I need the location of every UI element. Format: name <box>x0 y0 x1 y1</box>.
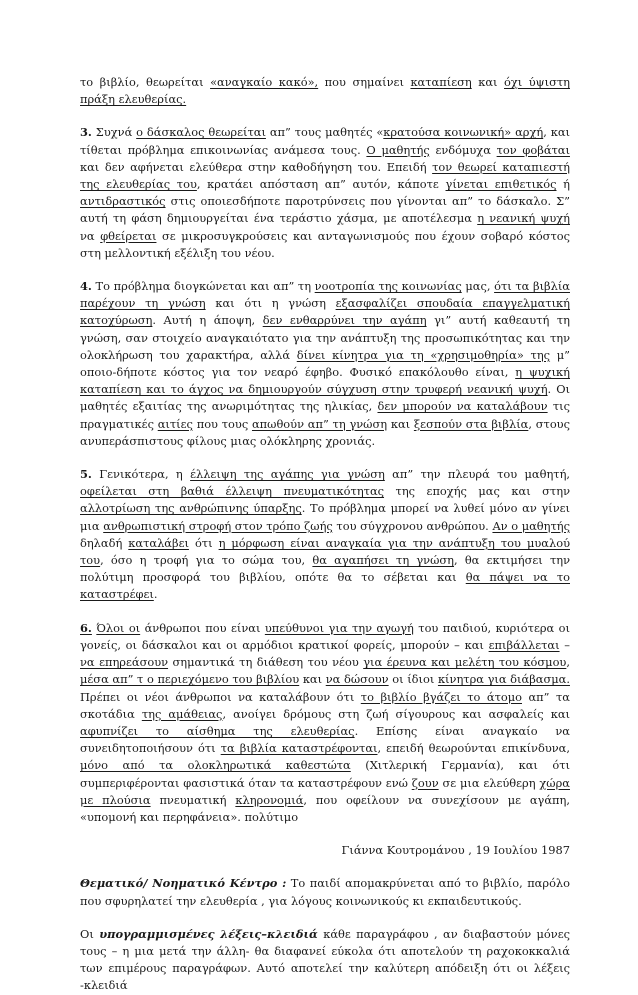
underlined-phrase: Ο μαθητής <box>366 142 430 157</box>
keywords-term: υπογραμμισμένες λέξεις–κλειδιά <box>99 926 318 941</box>
underlined-phrase: κρατούσα κοινωνική» αρχή <box>383 125 544 140</box>
underlined-phrase: ότι τα βιβλία παρέχουν τη γνώση <box>80 279 570 311</box>
underlined-phrase: Όλοι οι <box>96 620 141 635</box>
underlined-phrase: η μόρφωση είναι αναγκαία για την ανάπτυξη του μυαλού του <box>80 535 570 568</box>
paragraph-6: 6. Όλοι οι άνθρωποι που είναι υπεύθυνοι για την αγωγή του παιδιού, κυριότερα οι γονείς, οι δάσκαλοι και οι αρμόδιοι κρατικοί φορείς, μπορούν – και επιβάλλεται – να επηρεάσουν σημαντικά τη διάθεση του νέου για έρευνα και μελέτη του κόσμου, μέσα απ” τ ο περιεχόμενο του βιβλίου και να δώσουν οι ίδιοι κίνητρα για διάβασμα. Πρέπει οι νέοι άνθρωποι να καταλάβουν ότι το βιβλίο βγάζει το άτομο απ” τα σκοτάδια της αμάθειας, ανοίγει δρόμους στη ζωή σίγουρους και ασφαλείς και αφυπνίζει το αίσθημα της ελευθερίας. Επίσης είναι αναγκαίο να συνειδητοποιήσουν ότι τα βιβλία καταστρέφονται, επειδή θεωρούνται επικίνδυνα, μόνο από τα ολοκληρωτικά καθεστώτα (Χιτλερική Γερμανία), και ότι συμπεριφέρονται φασιστικά όταν τα καταστρέφουν ενώ ζουν σε μια ελεύθερη χώρα με πλούσια πνευματική κληρονομιά, που οφείλουν να συνεχίσουν με αγάπη, «υπομονή και περηφάνεια». πολύτιμο <box>80 620 571 824</box>
underlined-phrase: απωθούν απ” τη γνώση <box>251 416 388 431</box>
underlined-phrase: μόνο από τα ολοκληρωτικά καθεστώτα <box>80 758 351 773</box>
underlined-phrase: το βιβλίο βγάζει το άτομο <box>360 689 522 704</box>
paragraph-4: 4. Το πρόβλημα διογκώνεται και απ” τη νοοτροπία της κοινωνίας μας, ότι τα βιβλία παρέχουν τη γνώση και ότι η γνώση εξασφαλίζει σπουδαία επαγγελματική κατοχύρωση. Αυτή η άποψη, δεν ενθαρρύνει την αγάπη γι” αυτή καθεαυτή τη γνώση, σαν στοιχείο αναγκαιότατο για την ανάπτυξη της προσωπικότητας και την ολοκλήρωση του χαρακτήρα, αλλά δίνει κίνητρα για τη «χρησιμοθηρία» της μ” οποιο-δήποτε κόστος για τον νεαρό έφηβο. Φυσικό επακόλουθο είναι, η ψυχική καταπίεση και το άγχος να δημιουργούν σύγχυση στην τρυφερή νεανική ψυχή. Οι μαθητές εξαιτίας της ανωριμότητας της ηλικίας, δεν μπορούν να καταλάβουν τις πραγματικές αιτίες που τους απωθούν απ” τη γνώση και ξεσπούν στα βιβλία, στους ανυπεράσπιστους φίλους μιας ολόκληρης χρονιάς. <box>80 279 571 448</box>
thematic-center-label: Θεματικό/ Νοηματικό Κέντρο : <box>80 876 287 891</box>
underlined-phrase: «αναγκαίο κακό», <box>210 75 319 89</box>
underlined-phrase: όχι ύψιστη πράξη ελευθερίας. <box>80 75 570 107</box>
underlined-phrase: κίνητρα για διάβασμα. <box>437 672 570 687</box>
underlined-phrase: ο δάσκαλος θεωρείται <box>136 125 266 140</box>
paragraph-number: 5. <box>80 467 92 482</box>
thematic-center-paragraph: Θεματικό/ Νοηματικό Κέντρο : Το παιδί απομακρύνεται από το βιβλίο, παρόλο που σφυρηλατεί την ελευθερία , για λόγους κοινωνικούς κι εκπαιδευτικούς. <box>80 876 571 908</box>
underlined-phrase: νοοτροπία της κοινωνίας <box>314 279 462 294</box>
underlined-phrase: δίνει κίνητρα για τη «χρησιμοθηρία» της <box>296 347 551 362</box>
underlined-phrase: Αν ο μαθητής <box>492 518 570 533</box>
underlined-phrase: χώρα με πλούσια <box>80 775 570 807</box>
paragraph-5: 5. Γενικότερα, η έλλειψη της αγάπης για γνώση απ” την πλευρά του μαθητή, οφείλεται στη βαθιά έλλειψη πνευματικότητας της εποχής μας και στην αλλοτρίωση της ανθρώπινης ύπαρξης. Το πρόβλημα μπορεί να λυθεί μόνο αν γίνει μια ανθρωπιστική στροφή στον τρόπο ζωής του σύγχρονου ανθρώπου. Αν ο μαθητής δηλαδή καταλάβει ότι η μόρφωση είναι αναγκαία για την ανάπτυξη του μυαλού του, όσο η τροφή για το σώμα του, θα αγαπήσει τη γνώση, θα εκτιμήσει την πολύτιμη προσφορά του βιβλίου, οπότε θα το σέβεται και θα πάψει να το καταστρέφει. <box>80 467 571 602</box>
paragraph-number: 3. <box>80 125 92 140</box>
underlined-phrase: γίνεται επιθετικός <box>445 177 557 192</box>
paragraph-number: 6. <box>80 620 92 635</box>
paragraph-continuation: το βιβλίο, θεωρείται «αναγκαίο κακό», που σημαίνει καταπίεση και όχι ύψιστη πράξη ελευθερίας. <box>80 75 570 107</box>
underlined-phrase: θα πάψει να το καταστρέφει <box>80 570 570 602</box>
underlined-phrase: καταλάβει <box>128 535 189 550</box>
keywords-paragraph: Οι υπογραμμισμένες λέξεις–κλειδιά κάθε παραγράφου , αν διαβαστούν μόνες τους – η μια μετά την άλλη- θα διαφανεί εύκολα ότι αποτελούν τη ραχοκοκκαλιά των επιμέρους παραγράφων. Αυτό αποτελεί την καλύτερη απόδειξη ότι οι λέξεις -κλειδιά <box>80 926 570 993</box>
underlined-phrase: εξασφαλίζει σπουδαία επαγγελματική κατοχύρωση <box>80 296 571 328</box>
paragraph-number: 4. <box>80 279 92 294</box>
underlined-phrase: τα βιβλία καταστρέφονται <box>220 741 378 756</box>
underlined-phrase: υπεύθυνοι για την αγωγή <box>264 620 414 635</box>
underlined-phrase: μέσα απ” τ ο περιεχόμενο του βιβλίου <box>80 672 300 687</box>
underlined-phrase: να δώσουν <box>325 672 389 687</box>
underlined-phrase: ζουν <box>411 775 439 790</box>
underlined-phrase: έλλειψη της αγάπης για γνώση <box>190 467 385 482</box>
author-signature: Γιάννα Κουτρομάνου , 19 Ιουλίου 1987 <box>341 843 570 858</box>
underlined-phrase: της αμάθειας <box>141 706 223 721</box>
document-page <box>80 74 570 995</box>
underlined-phrase: οφείλεται στη βαθιά έλλειψη πνευματικότητας <box>80 484 385 499</box>
underlined-phrase: τον φοβάται <box>496 142 570 157</box>
underlined-phrase: κληρονομιά <box>235 792 304 807</box>
underlined-phrase: καταπίεση <box>410 75 472 89</box>
underlined-phrase: να επηρεάσουν <box>80 655 169 670</box>
underlined-phrase: η νεανική ψυχή <box>477 211 570 226</box>
underlined-phrase: τον θεωρεί καταπιεστή της ελευθερίας του <box>80 159 570 192</box>
underlined-phrase: για έρευνα και μελέτη του κόσμου <box>363 655 567 670</box>
underlined-phrase: αιτίες <box>157 416 193 431</box>
underlined-phrase: αντιδραστικός <box>80 194 166 209</box>
underlined-phrase: επιβάλλεται <box>488 637 560 652</box>
paragraph-3: 3. Συχνά ο δάσκαλος θεωρείται απ” τους μαθητές «κρατούσα κοινωνική» αρχή, και τίθεται πρόβλημα επικοινωνίας ανάμεσα τους. Ο μαθητής ενδόμυχα τον φοβάται και δεν αφήνεται ελεύθερα στην καθοδήγηση του. Επειδή τον θεωρεί καταπιεστή της ελευθερίας του, κρατάει απόσταση απ” αυτόν, κάποτε γίνεται επιθετικός ή αντιδραστικός στις οποιεσδήποτε παροτρύνσεις που γίνονται απ” το δάσκαλο. Σ” αυτή τη φάση δημιουργείται ένα τεράστιο χάσμα, με αποτέλεσμα η νεανική ψυχή να φθείρεται σε μικροσυγκρούσεις και ανταγωνισμούς που έχουν σοβαρό κόστος στη μελλοντική εξέλιξη του νέου. <box>80 125 570 260</box>
underlined-phrase: αφυπνίζει το αίσθημα της ελευθερίας <box>80 723 355 738</box>
underlined-phrase: ξεσπούν στα βιβλία <box>413 416 529 431</box>
underlined-phrase: φθείρεται <box>100 228 157 243</box>
underlined-phrase: θα αγαπήσει τη γνώση <box>312 553 454 568</box>
underlined-phrase: δεν μπορούν να καταλάβουν <box>377 399 548 414</box>
underlined-phrase: η ψυχική καταπίεση και το άγχος να δημιουργούν σύγχυση στην τρυφερή νεανική ψυχή <box>80 365 570 397</box>
underlined-phrase: ανθρωπιστική στροφή στον τρόπο ζωής <box>103 518 333 533</box>
underlined-phrase: αλλοτρίωση της ανθρώπινης ύπαρξης <box>80 501 302 516</box>
underlined-phrase: δεν ενθαρρύνει την αγάπη <box>262 313 427 328</box>
